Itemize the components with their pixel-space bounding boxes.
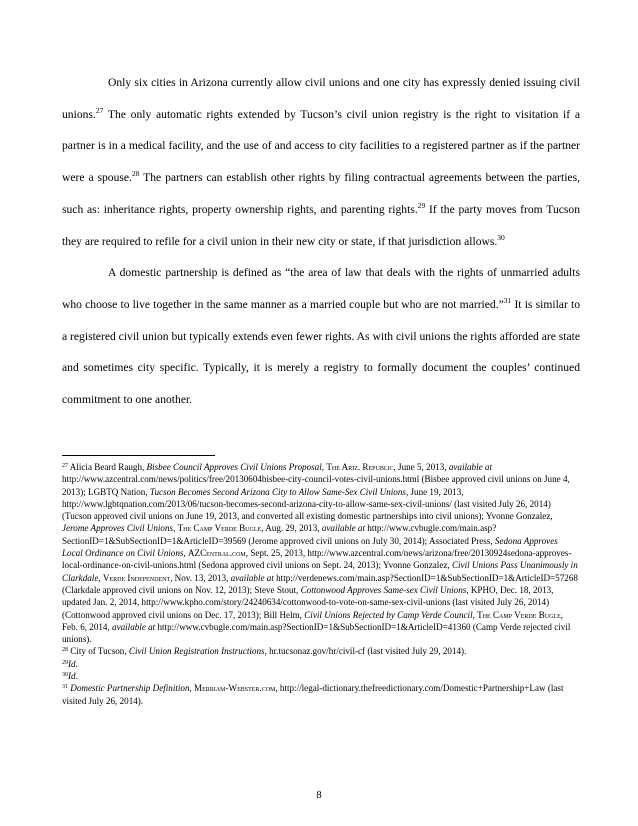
footnote-text: , [98,572,103,583]
footnote-ref-31[interactable]: 31 [503,295,512,305]
footnote-title: Domestic Partnership Definition [70,683,190,694]
footnote-text: , Aug. 29, 2013, [261,523,322,534]
footnote-text: , June 19, 2013, http://www.lgbtqnation.com/2013/06/tucson-becomes-second-arizona-city-to-allow-same-sex-civil-unions/ (last visited July 26, 2014) (Tucson approved civil unions on June 19, 2013, and converted all existing domestic partnerships into civil unions); Yvonne Gonzalez, [62,486,553,522]
footnote-signal: available at [230,572,274,583]
paragraph-text: A domestic partnership is defined as “the area of law that deals with the rights of unmarried adults who choose to live together in the same manner as a married couple but who are not married.” [62,266,580,311]
footnote-title: Bisbee Council Approves Civil Unions Proposal [146,462,322,472]
footnote-ref-27[interactable]: 27 [95,105,104,115]
paragraph-text: If the party moves from Tucson they are required to refile for a civil union in their new city or state, if that jurisdiction allows. [62,202,581,248]
footnote-text: http://verdenews.com/main.asp?SectionID=1&SubSectionID=1&ArticleID=57268 (Clarkdale approved civil unions on Nov. 12, 2013); Steve Stout, [62,572,578,595]
paragraph-domestic-partnership [62,257,580,416]
footnote-text: , Sept. 25, 2013, http://www.azcentral.com/news/arizona/free/20130924sedona-approves-local-ordinance-on-civil-unions.html (Sedona approved civil unions on Sept. 24, 2013); Yvonne Gonzalez, [62,548,572,571]
paragraph-text: The only automatic rights extended by Tucson’s civil union registry is the right to visitation if a partner is in a medical facility, and the use of and access to city facilities to a registered partner as if the partner were a spouse. [62,107,580,185]
footnote-number: 28 [62,647,68,654]
footnote-source: Verde Independent [102,572,171,583]
footnote-text: , KPHO, Dec. 18, 2013, updated Jan. 2, 2014, http://www.kpho.com/story/24240634/cottonwood-to-vote-on-same-sex-civil-unions (last visited July 26, 2014) (Cottonwood approved civil unions on Dec. 17, 2013); Bill Helm, [62,584,554,620]
footnote-source: AZCentral.com [187,548,246,559]
footnote-text: , http://legal-dictionary.thefreedictionary.com/Domestic+Partnership+Law (last visited July 26, 2014). [62,683,564,706]
footnote-text: http://www.cvbugle.com/main.asp?SectionID=1&SubSectionID=1&ArticleID=39569 (Jerome approved civil unions on July 30, 2014); Associated Press, [62,523,497,546]
footnote-source: The Camp Verde Bugle [477,609,561,620]
footnote-number: 27 [62,463,68,469]
footnotes [62,461,580,707]
footnote-text: , [183,548,188,559]
footnote-source: The Camp Verde Bugle [177,523,262,534]
footnote-text: , Feb. 6, 2014, [62,609,564,632]
footnote-signal: available at [321,523,365,534]
paragraph-text: Only six cities in Arizona currently allow civil unions and one city has expressly denied issuing civil unions. [62,76,580,121]
footnote-title: Civil Unions Rejected by Camp Verde Council [304,609,473,620]
footnote-text: http://www.cvbugle.com/main.asp?SectionID=1&SubSectionID=1&ArticleID=41360 (Camp Verde rejected civil unions). [62,621,571,645]
footnote-signal: available at [448,462,492,472]
footnote-title: Jerome Approves Civil Unions [62,523,174,534]
footnote-number: 30 [62,672,68,679]
footnote-signal: available at [112,621,156,632]
footnote-title: Cottonwood Approves Same-sex Civil Unions [300,584,467,595]
body-text [62,67,580,416]
footnote-31 [62,682,580,707]
footnote-text: City of Tucson, [68,646,129,657]
footnote-text: , [189,683,195,694]
footnote-text: . [75,671,78,682]
footnote-29 [62,658,580,670]
footnote-27 [62,461,580,645]
footnote-text: , [472,609,478,620]
paragraph-civil-unions [62,67,580,257]
footnote-title: Civil Unions Pass Unanimously in Clarkdale [62,560,578,583]
footnote-ref-30[interactable]: 30 [497,232,505,242]
page-number: 8 [316,790,322,801]
footnote-source: The Ariz. Republic [326,462,394,472]
footnote-text: . [75,658,78,669]
footnote-30 [62,670,580,682]
footnote-ref-29[interactable]: 29 [417,200,426,210]
footnote-title: Id [68,658,76,669]
footnote-text: , June 5, 2013, [393,462,449,472]
footnote-title: Sedona Approves Local Ordinance on Civil Unions [62,535,558,559]
paragraph-text: It is similar to a registered civil union but typically extends even fewer rights. As with civil unions the rights afforded are state and sometimes city specific. Typically, it is merely a registry to formally document the couples’ continued commitment to one another. [62,297,580,407]
footnote-source: Merriam-Webster.com [194,683,276,694]
footnote-separator [62,455,215,456]
footnote-title: Tucson Becomes Second Arizona City to Allow Same-Sex Civil Unions [149,486,406,497]
footnote-text: Alicia Beard Raugh, [68,462,147,472]
footnote-text: , [173,523,178,534]
footnote-title: Civil Union Registration Instructions [128,646,265,657]
footnote-text: , Nov. 13, 2013, [170,572,231,583]
footnote-ref-28[interactable]: 28 [131,169,140,179]
footnote-text: , hr.tucsonaz.gov/hr/civil-cf (last visited July 29, 2014). [264,646,467,657]
footnote-title: Id [68,671,76,682]
footnote-text: , [321,462,327,472]
paragraph-text: The partners can establish other rights by filing contractual agreements between the parties, such as: inheritance rights, property ownership rights, and parenting rights. [62,171,580,216]
footnote-number: 31 [62,684,68,691]
footnote-text: http://www.azcentral.com/news/politics/free/20130604bisbee-city-council-votes-civil-unions.html (Bisbee approved civil unions on June 4, 2013); LGBTQ Nation, [62,474,570,497]
footnote-28 [62,645,580,657]
footnote-number: 29 [62,659,68,666]
